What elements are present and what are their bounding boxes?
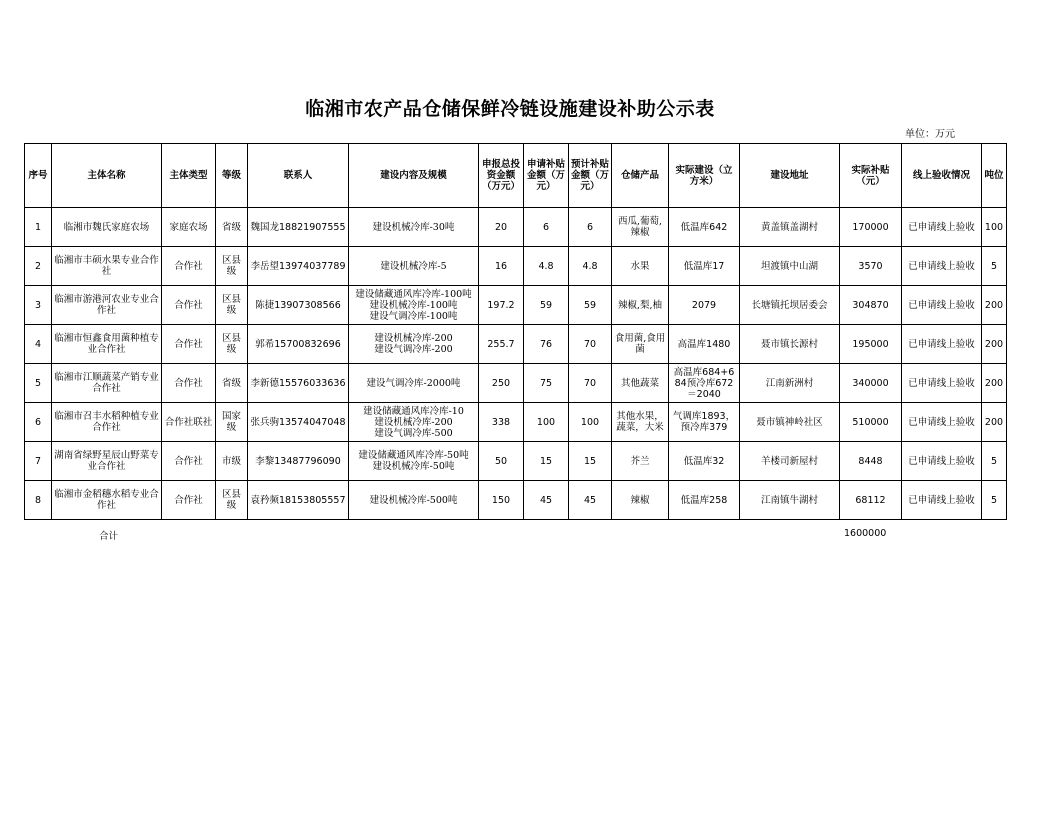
cell-construction-content xyxy=(349,481,479,520)
cell-actual-construction: 低温库32 xyxy=(669,442,740,481)
header-cell: 申请补贴金额（万元） xyxy=(524,144,569,208)
cell-tonnage: 5 xyxy=(982,481,1007,520)
cell-actual-construction: 低温库642 xyxy=(669,208,740,247)
cell-storage-product: 食用菌,食用菌 xyxy=(612,325,669,364)
table-row xyxy=(25,364,1007,403)
cell-actual-subsidy: 195000 xyxy=(840,325,902,364)
cell-level: 国家级 xyxy=(216,403,248,442)
construction-content-line: 建设机械冷库-30吨 xyxy=(372,221,455,233)
cell-expected-subsidy: 45 xyxy=(569,481,612,520)
header-cell: 建设内容及规模 xyxy=(349,144,479,208)
header-cell: 等级 xyxy=(216,144,248,208)
cell-expected-subsidy: 100 xyxy=(569,403,612,442)
table-header-row xyxy=(25,144,1007,208)
table-row xyxy=(25,247,1007,286)
cell-level: 省级 xyxy=(216,364,248,403)
cell-actual-construction: 2079 xyxy=(669,286,740,325)
cell-storage-product: 水果 xyxy=(612,247,669,286)
cell-no: 6 xyxy=(25,403,52,442)
construction-content-line: 建设机械冷库-200 xyxy=(374,416,453,428)
cell-entity-type: 合作社 xyxy=(162,325,216,364)
cell-actual-construction: 低温库258 xyxy=(669,481,740,520)
cell-contact: 李黎13487796090 xyxy=(248,442,349,481)
cell-contact: 李新德15576033636 xyxy=(248,364,349,403)
cell-entity-name: 临湘市魏氏家庭农场 xyxy=(52,208,162,247)
header-cell: 联系人 xyxy=(248,144,349,208)
cell-no: 8 xyxy=(25,481,52,520)
cell-actual-construction: 高温库684+684预冷库672＝2040 xyxy=(669,364,740,403)
cell-expected-subsidy: 70 xyxy=(569,364,612,403)
cell-acceptance-status: 已申请线上验收 xyxy=(902,247,982,286)
cell-construction-content xyxy=(349,403,479,442)
cell-address: 长塘镇托坝居委会 xyxy=(740,286,840,325)
header-cell: 仓储产品 xyxy=(612,144,669,208)
cell-tonnage: 200 xyxy=(982,325,1007,364)
cell-expected-subsidy: 70 xyxy=(569,325,612,364)
total-label: 合计 xyxy=(99,531,119,542)
cell-contact: 张兵驹13574047048 xyxy=(248,403,349,442)
cell-total-investment: 338 xyxy=(479,403,524,442)
cell-entity-type: 合作社 xyxy=(162,442,216,481)
construction-content-line: 建设储藏通风库冷库-50吨 xyxy=(358,450,469,461)
cell-entity-name: 湖南省绿野星辰山野菜专业合作社 xyxy=(52,442,162,481)
cell-actual-subsidy: 304870 xyxy=(840,286,902,325)
cell-entity-name: 临湘市江顺蔬菜产销专业合作社 xyxy=(52,364,162,403)
cell-total-investment: 16 xyxy=(479,247,524,286)
cell-entity-name: 临湘市金稻穗水稻专业合作社 xyxy=(52,481,162,520)
cell-entity-type: 合作社联社 xyxy=(162,403,216,442)
cell-no: 4 xyxy=(25,325,52,364)
table-row xyxy=(25,286,1007,325)
construction-content-line: 建设机械冷库-5 xyxy=(380,260,447,272)
cell-acceptance-status: 已申请线上验收 xyxy=(902,325,982,364)
cell-applied-subsidy: 45 xyxy=(524,481,569,520)
header-cell: 建设地址 xyxy=(740,144,840,208)
cell-contact: 郭希15700832696 xyxy=(248,325,349,364)
cell-address: 聂市镇长源村 xyxy=(740,325,840,364)
cell-applied-subsidy: 15 xyxy=(524,442,569,481)
cell-storage-product: 辣椒 xyxy=(612,481,669,520)
cell-tonnage: 5 xyxy=(982,247,1007,286)
cell-applied-subsidy: 76 xyxy=(524,325,569,364)
cell-applied-subsidy: 59 xyxy=(524,286,569,325)
cell-entity-type: 合作社 xyxy=(162,286,216,325)
table-row xyxy=(25,403,1007,442)
construction-content-line: 建设气调冷库-2000吨 xyxy=(366,377,461,389)
cell-level: 省级 xyxy=(216,208,248,247)
unit-label: 单位：万元 xyxy=(905,129,955,140)
cell-construction-content xyxy=(349,364,479,403)
cell-level: 区县级 xyxy=(216,325,248,364)
header-cell: 线上验收情况 xyxy=(902,144,982,208)
cell-level: 区县级 xyxy=(216,286,248,325)
cell-storage-product: 西瓜,葡萄,辣椒 xyxy=(612,208,669,247)
cell-no: 2 xyxy=(25,247,52,286)
cell-actual-construction: 低温库17 xyxy=(669,247,740,286)
cell-tonnage: 100 xyxy=(982,208,1007,247)
cell-actual-subsidy: 3570 xyxy=(840,247,902,286)
construction-content-line: 建设机械冷库-100吨 xyxy=(369,299,458,311)
cell-construction-content xyxy=(349,208,479,247)
cell-contact: 袁矜频18153805557 xyxy=(248,481,349,520)
cell-actual-construction: 气调库1893，预冷库379 xyxy=(669,403,740,442)
cell-entity-type: 家庭农场 xyxy=(162,208,216,247)
cell-total-investment: 197.2 xyxy=(479,286,524,325)
table-row xyxy=(25,442,1007,481)
cell-actual-construction: 高温库1480 xyxy=(669,325,740,364)
cell-storage-product: 其他蔬菜 xyxy=(612,364,669,403)
construction-content-line: 建设气调冷库-500 xyxy=(374,427,453,439)
cell-entity-type: 合作社 xyxy=(162,481,216,520)
cell-acceptance-status: 已申请线上验收 xyxy=(902,403,982,442)
cell-level: 区县级 xyxy=(216,247,248,286)
cell-contact: 陈捷13907308566 xyxy=(248,286,349,325)
table-row xyxy=(25,481,1007,520)
cell-storage-product: 辣椒,梨,柚 xyxy=(612,286,669,325)
cell-tonnage: 200 xyxy=(982,403,1007,442)
cell-total-investment: 50 xyxy=(479,442,524,481)
cell-address: 坦渡镇中山湖 xyxy=(740,247,840,286)
cell-entity-name: 临湘市丰硕水果专业合作社 xyxy=(52,247,162,286)
total-row xyxy=(24,528,1024,540)
cell-construction-content xyxy=(349,247,479,286)
construction-content-line: 建设储藏通风库冷库-100吨 xyxy=(355,288,472,300)
construction-content-line: 建设机械冷库-500吨 xyxy=(369,494,458,506)
header-cell: 吨位 xyxy=(982,144,1007,208)
header-cell: 主体类型 xyxy=(162,144,216,208)
cell-acceptance-status: 已申请线上验收 xyxy=(902,208,982,247)
cell-level: 区县级 xyxy=(216,481,248,520)
cell-construction-content xyxy=(349,325,479,364)
cell-construction-content xyxy=(349,286,479,325)
construction-content-line: 建设气调冷库-200 xyxy=(374,344,453,355)
cell-entity-type: 合作社 xyxy=(162,247,216,286)
header-cell: 实际建设（立方米） xyxy=(669,144,740,208)
table-row xyxy=(25,325,1007,364)
cell-no: 1 xyxy=(25,208,52,247)
cell-actual-subsidy: 510000 xyxy=(840,403,902,442)
construction-content-line: 建设机械冷库-50吨 xyxy=(372,461,455,472)
cell-total-investment: 150 xyxy=(479,481,524,520)
cell-contact: 李岳望13974037789 xyxy=(248,247,349,286)
cell-actual-subsidy: 340000 xyxy=(840,364,902,403)
cell-address: 江南镇牛湖村 xyxy=(740,481,840,520)
cell-actual-subsidy: 8448 xyxy=(840,442,902,481)
page-title: 临湘市农产品仓储保鲜冷链设施建设补助公示表 xyxy=(305,98,715,120)
cell-entity-name: 临湘市游港河农业专业合作社 xyxy=(52,286,162,325)
construction-content-line: 建设气调冷库-100吨 xyxy=(369,310,458,322)
cell-storage-product: 芥兰 xyxy=(612,442,669,481)
cell-total-investment: 250 xyxy=(479,364,524,403)
cell-level: 市级 xyxy=(216,442,248,481)
cell-acceptance-status: 已申请线上验收 xyxy=(902,481,982,520)
cell-no: 5 xyxy=(25,364,52,403)
cell-construction-content xyxy=(349,442,479,481)
table-row xyxy=(25,208,1007,247)
construction-content-line: 建设储藏通风库冷库-10 xyxy=(363,405,464,417)
cell-tonnage: 200 xyxy=(982,364,1007,403)
cell-expected-subsidy: 4.8 xyxy=(569,247,612,286)
cell-applied-subsidy: 75 xyxy=(524,364,569,403)
cell-total-investment: 20 xyxy=(479,208,524,247)
header-cell: 申报总投资金额（万元） xyxy=(479,144,524,208)
header-cell: 实际补贴（元） xyxy=(840,144,902,208)
cell-expected-subsidy: 6 xyxy=(569,208,612,247)
header-cell: 序号 xyxy=(25,144,52,208)
cell-acceptance-status: 已申请线上验收 xyxy=(902,442,982,481)
subsidy-table xyxy=(24,143,1007,520)
cell-contact: 魏国龙18821907555 xyxy=(248,208,349,247)
cell-actual-subsidy: 170000 xyxy=(840,208,902,247)
cell-actual-subsidy: 68112 xyxy=(840,481,902,520)
cell-address: 羊楼司新屋村 xyxy=(740,442,840,481)
cell-address: 黄盖镇盖湖村 xyxy=(740,208,840,247)
cell-total-investment: 255.7 xyxy=(479,325,524,364)
cell-storage-product: 其他水果，蔬菜，大米 xyxy=(612,403,669,442)
cell-address: 聂市镇神岭社区 xyxy=(740,403,840,442)
table-body xyxy=(25,208,1007,520)
construction-content-line: 建设机械冷库-200 xyxy=(374,333,453,344)
cell-no: 3 xyxy=(25,286,52,325)
cell-expected-subsidy: 59 xyxy=(569,286,612,325)
cell-tonnage: 200 xyxy=(982,286,1007,325)
cell-acceptance-status: 已申请线上验收 xyxy=(902,364,982,403)
cell-expected-subsidy: 15 xyxy=(569,442,612,481)
cell-acceptance-status: 已申请线上验收 xyxy=(902,286,982,325)
cell-entity-name: 临湘市恒鑫食用菌种植专业合作社 xyxy=(52,325,162,364)
cell-applied-subsidy: 100 xyxy=(524,403,569,442)
cell-applied-subsidy: 4.8 xyxy=(524,247,569,286)
cell-address: 江南新洲村 xyxy=(740,364,840,403)
cell-tonnage: 5 xyxy=(982,442,1007,481)
header-cell: 主体名称 xyxy=(52,144,162,208)
header-cell: 预计补贴金额（万元） xyxy=(569,144,612,208)
cell-entity-type: 合作社 xyxy=(162,364,216,403)
total-value: 1600000 xyxy=(844,528,887,539)
cell-applied-subsidy: 6 xyxy=(524,208,569,247)
cell-entity-name: 临湘市召丰水稻种植专业合作社 xyxy=(52,403,162,442)
cell-no: 7 xyxy=(25,442,52,481)
